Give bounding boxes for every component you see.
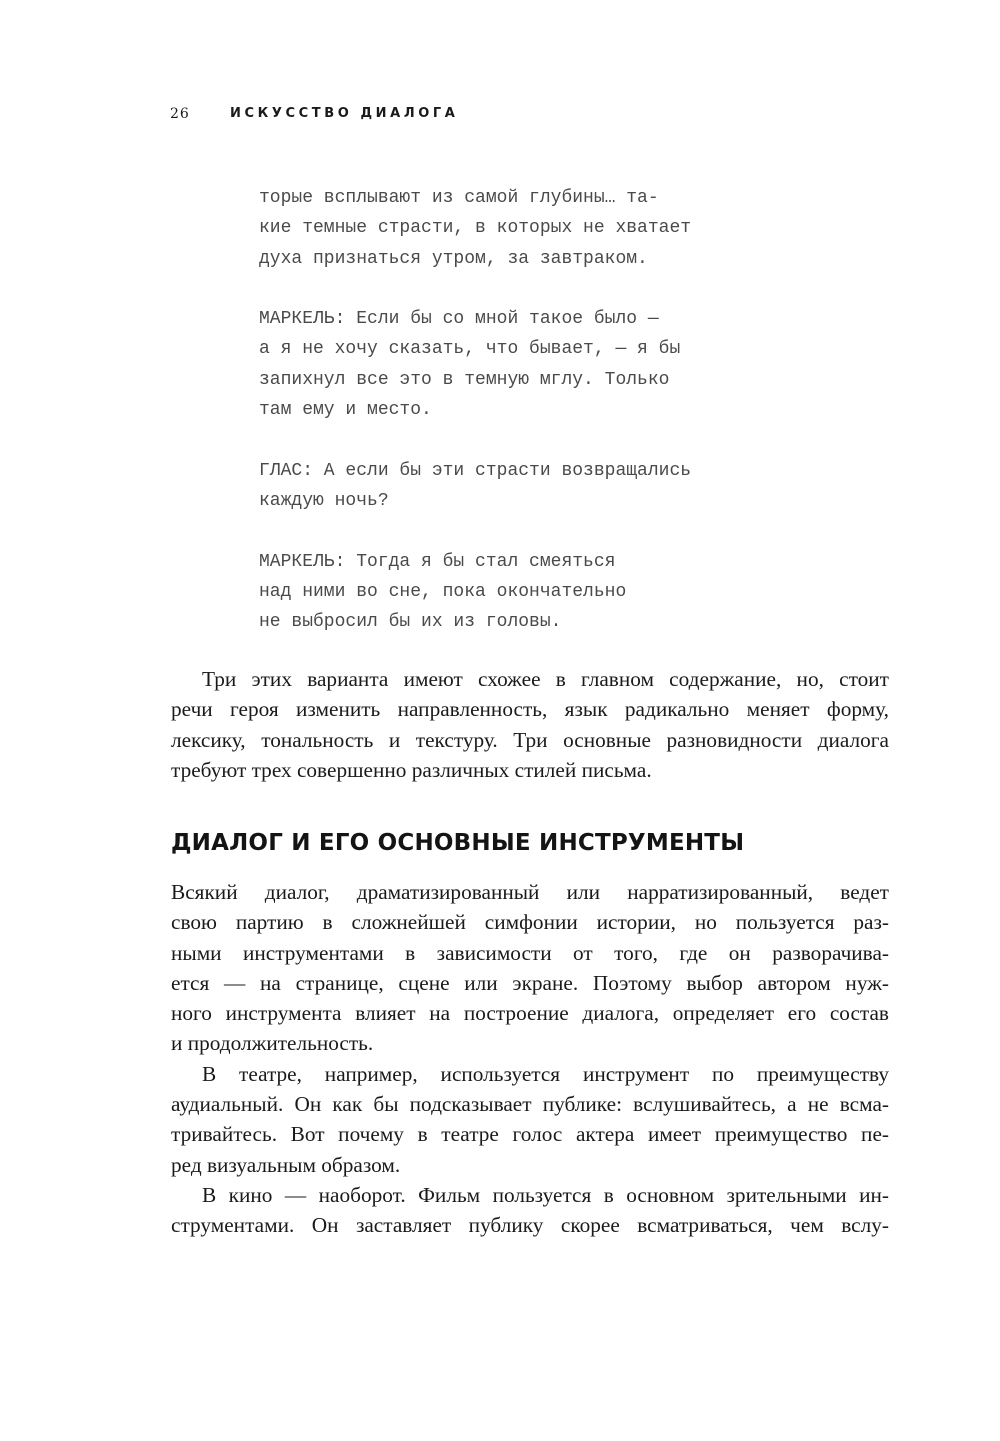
section-heading: ДИАЛОГ И ЕГО ОСНОВНЫЕ ИНСТРУМЕНТЫ	[171, 830, 745, 856]
script-block	[259, 183, 859, 274]
paragraph	[171, 1059, 889, 1180]
script-excerpt	[259, 183, 859, 637]
script-block	[259, 547, 859, 638]
summary-paragraph	[171, 664, 889, 785]
text-line: тривайтесь. Вот почему в театре голос актера имеет преимущество пе-	[171, 1122, 889, 1147]
text-line: лексику, тональность и текстуру. Три основные разновидности диалога	[171, 727, 889, 752]
paragraph	[171, 1180, 889, 1241]
section-body	[171, 877, 889, 1241]
text-line: аудиальный. Он как бы подсказывает публике: вслушивайтесь, а не всма-	[171, 1092, 889, 1117]
script-line: кие темные страсти, в которых не хватает	[259, 218, 692, 239]
text-line: ными инструментами в зависимости от того, где он разворачива-	[171, 940, 889, 965]
text-line: Всякий диалог, драматизированный или нарратизированный, ведет	[171, 880, 889, 904]
text-line: требуют трех совершенно различных стилей письма.	[171, 757, 652, 782]
script-line: запихнул все это в темную мглу. Только	[259, 369, 670, 390]
text-line: ного инструмента влияет на построение диалога, определяет его состав	[171, 1001, 889, 1026]
script-line: МАРКЕЛЬ: Тогда я бы стал смеяться	[259, 551, 616, 572]
script-line: там ему и место.	[259, 400, 432, 421]
text-line: струментами. Он заставляет публику скорее всматриваться, чем вслу-	[171, 1213, 889, 1238]
text-line: ется — на странице, сцене или экране. Поэтому выбор автором нуж-	[171, 970, 889, 995]
text-line: свою партию в сложнейшей симфонии истории, но пользуется раз-	[171, 910, 889, 935]
text-line: и продолжительность.	[171, 1031, 374, 1056]
script-line: каждую ночь?	[259, 490, 389, 511]
script-line: не выбросил бы их из головы.	[259, 612, 562, 633]
script-line: над ними во сне, пока окончательно	[259, 581, 627, 602]
script-line: духа признаться утром, за завтраком.	[259, 248, 648, 269]
script-block	[259, 456, 859, 517]
paragraph	[171, 877, 889, 1059]
page-number: 26	[170, 106, 190, 122]
paragraph	[171, 664, 889, 785]
script-line: а я не хочу сказать, что бывает, — я бы	[259, 339, 681, 360]
running-title: ИСКУССТВО ДИАЛОГА	[230, 106, 459, 121]
text-line: речи героя изменить направленность, язык радикально меняет форму,	[171, 697, 889, 722]
script-line: ГЛАС: А если бы эти страсти возвращались	[259, 460, 692, 481]
script-line: МАРКЕЛЬ: Если бы со мной такое было —	[259, 309, 659, 330]
text-line: В кино — наоборот. Фильм пользуется в основном зрительными ин-	[202, 1182, 889, 1207]
script-block	[259, 304, 859, 425]
text-line: Три этих варианта имеют схожее в главном содержание, но, стоит	[202, 667, 889, 691]
text-line: ред визуальным образом.	[171, 1152, 401, 1177]
text-line: В театре, например, используется инструмент по преимуществу	[202, 1061, 889, 1086]
script-line: торые всплывают из самой глубины… та-	[259, 188, 659, 208]
